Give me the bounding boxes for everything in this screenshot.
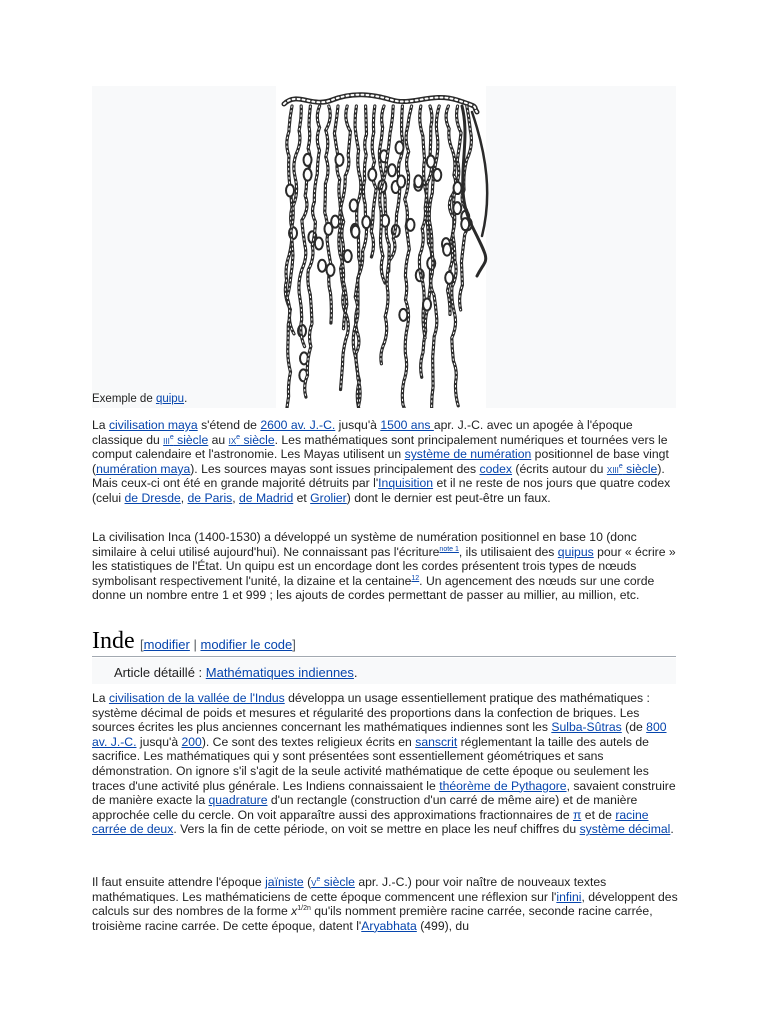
link-racine-carree-deux[interactable]: racine carrée de deux [92, 807, 649, 837]
link-mathematiques-indiennes[interactable]: Mathématiques indiennes [205, 665, 354, 680]
exponent: 1/2n [297, 905, 311, 913]
section-heading-inde [92, 628, 676, 657]
link-1500-ans[interactable]: 1500 ans [380, 418, 434, 432]
variable-x: x [291, 904, 298, 919]
link-jainiste[interactable]: jaïniste [265, 875, 304, 889]
link-civilisation-maya[interactable]: civilisation maya [108, 418, 198, 432]
link-200[interactable]: 200 [181, 734, 202, 749]
edit-code-link[interactable]: modifier le code [200, 637, 293, 652]
text: ). Ce sont des textes religieux écrits en [201, 734, 416, 749]
hatnote-text [114, 665, 358, 680]
link-de-paris[interactable]: de Paris [187, 490, 233, 505]
text: ). Les sources mayas sont issues principalement des [190, 461, 480, 476]
text: et [293, 490, 311, 505]
link-text: siècle [173, 432, 209, 447]
text: (écrits autour du [512, 461, 607, 476]
link-systeme-de-numeration[interactable]: système de numération [404, 447, 532, 462]
text: (de [621, 720, 647, 735]
note-1-ref[interactable]: note 1 [439, 545, 459, 553]
hatnote-prefix: Article détaillé : [114, 665, 206, 680]
quipu-link[interactable]: quipu [155, 393, 185, 405]
link-inquisition[interactable]: Inquisition [378, 476, 434, 491]
link-xiii-siecle[interactable] [607, 462, 657, 476]
caption-prefix: Exemple de [92, 393, 156, 405]
text: apr. J.-C. [433, 418, 484, 432]
quipu-illustration [92, 86, 676, 408]
ref-12[interactable]: 12 [411, 574, 420, 582]
text: , savaient construire de manière exacte la [92, 778, 676, 808]
link-quipus[interactable]: quipus [557, 544, 594, 559]
section-title: Inde [92, 628, 135, 654]
text: . Vers la fin de cette période, on voit se mettre en place les neuf chiffres du [173, 822, 580, 837]
text: développa un usage essentiellement pratique des mathématiques : système décimal de poids et mesures et régularité des proportions dans la confection de briques. Les sources écrites les plus anciennes concernant les mathématiques indiennes sont les [92, 691, 650, 735]
link-text: siècle [320, 875, 355, 889]
link-quadrature[interactable]: quadrature [208, 793, 268, 808]
text: La [92, 691, 109, 705]
text: et il ne reste de nos jours que quatre codex (celui [92, 476, 671, 505]
text: , développent des calculs sur des nombres de la forme [92, 889, 678, 919]
bracket-close: ] [292, 637, 296, 652]
roman-numeral: IX [228, 436, 237, 446]
text: et de [581, 807, 616, 822]
link-text: siècle [240, 432, 275, 447]
text: ) dont le dernier est peut-être un faux. [346, 490, 551, 505]
text: (499), du [416, 918, 469, 933]
text: positionnel de base vingt ( [92, 447, 669, 476]
text: , [232, 490, 240, 505]
link-pi[interactable]: π [573, 807, 582, 822]
text: . Les mathématiques sont principalement numériques et tournées vers le comput calendaire et l'astronomie. Les Mayas utilisent un [92, 432, 668, 462]
figure-caption [92, 393, 187, 405]
inde-paragraph-1 [92, 691, 682, 837]
link-text: siècle [622, 461, 658, 476]
link-numeration-maya[interactable]: numération maya [96, 461, 191, 476]
maya-paragraph [92, 418, 682, 506]
caption-suffix: . [184, 393, 188, 405]
text: . Un agencement des nœuds sur une corde donne un nombre entre 1 et 999 ; les ajouts de cordes permettant de passer au millier, au million, etc. [92, 573, 655, 603]
ordinal-suffix: e [169, 433, 174, 441]
text: avec un apogée à l'époque classique du [92, 418, 633, 447]
text: d'un rectangle (construction d'un carré de même aire) et de manière approchée celle du cercle. On voit apparaître aussi des approximations fractionnaires de [92, 793, 638, 822]
link-sanscrit[interactable]: sanscrit [415, 734, 458, 749]
link-de-dresde[interactable]: de Dresde [124, 490, 181, 505]
text: , ils utilisaient des [458, 544, 558, 559]
text: jusqu'à [335, 418, 381, 432]
roman-numeral: III [163, 436, 170, 446]
link-aryabhata[interactable]: Aryabhata [361, 918, 417, 933]
link-800[interactable]: 800 [646, 720, 667, 735]
text: au [208, 432, 229, 447]
text: . [670, 822, 674, 837]
link-iii-siecle[interactable] [163, 433, 208, 447]
separator: | [189, 637, 201, 652]
link-v-siecle[interactable] [311, 875, 355, 889]
ordinal-suffix: e [316, 875, 321, 883]
text: Il faut ensuite attendre l'époque [92, 875, 266, 889]
link-2600-av-jc[interactable]: 2600 av. J.-C. [260, 418, 336, 432]
link-infini[interactable]: infini [556, 889, 582, 904]
text: La [92, 418, 109, 432]
roman-numeral: XIII [606, 465, 619, 475]
link-grolier[interactable]: Grolier [310, 490, 347, 505]
ordinal-suffix: e [618, 462, 623, 470]
edit-link[interactable]: modifier [143, 637, 190, 652]
text: réglementant la taille des autels de sacrifice. Les mathématiques qui y sont présentées sont essentiellement géométriques et sans démonstration. On ignore s'il s'agit de la seule activité mathématique de cette époque ou seulement les traces d'une activité plus générale. Les Indiens connaissaient le [92, 734, 649, 793]
roman-numeral: V [311, 879, 317, 888]
text: pour « écrire » les statistiques de l'État. Un quipu est un encordage dont les cordes présentent trois types de nœuds symbolisant respectivement l'unité, la dizaine et la centaine [92, 544, 676, 588]
inca-paragraph [92, 530, 682, 603]
text: ). Mais ceux-ci ont été en grande majorité détruits par l' [92, 461, 665, 491]
text: La civilisation Inca (1400-1530) a développé un système de numération positionnel en base 10 (donc similaire à celui utilisé aujourd'hui). Ne connaissant pas l'écriture [92, 530, 637, 559]
inde-paragraph-2 [92, 875, 682, 933]
link-av-jc[interactable]: av. J.-C. [92, 734, 137, 749]
bracket-open: [ [140, 637, 144, 652]
edit-links [140, 637, 296, 652]
link-codex[interactable]: codex [479, 461, 513, 476]
text: apr. J.-C. [354, 875, 408, 889]
hatnote [92, 658, 676, 684]
hatnote-suffix: . [353, 665, 358, 680]
ordinal-suffix: e [236, 433, 241, 441]
link-ix-siecle[interactable] [229, 433, 275, 447]
link-theoreme-pythagore[interactable]: théorème de Pythagore [439, 778, 567, 793]
link-systeme-decimal[interactable]: système décimal [579, 822, 671, 837]
text: qu'ils nomment première racine carrée, seconde racine carrée, troisième racine carrée. De cette époque, datent l' [92, 904, 653, 933]
link-sulba-sutras[interactable]: Sulba-Sûtras [551, 720, 622, 735]
text: , [180, 490, 188, 505]
link-vallee-indus[interactable]: civilisation de la vallée de l'Indus [108, 691, 285, 705]
text: ( [303, 875, 312, 889]
link-de-madrid[interactable]: de Madrid [239, 490, 294, 505]
text: jusqu'à [136, 734, 182, 749]
text: ) pour voir naître de nouveaux textes mathématiques. Les mathématiciens de cette époque commencent une réflexion sur l' [92, 875, 607, 904]
quipu-figure[interactable] [92, 86, 676, 408]
text: s'étend de [197, 418, 261, 432]
